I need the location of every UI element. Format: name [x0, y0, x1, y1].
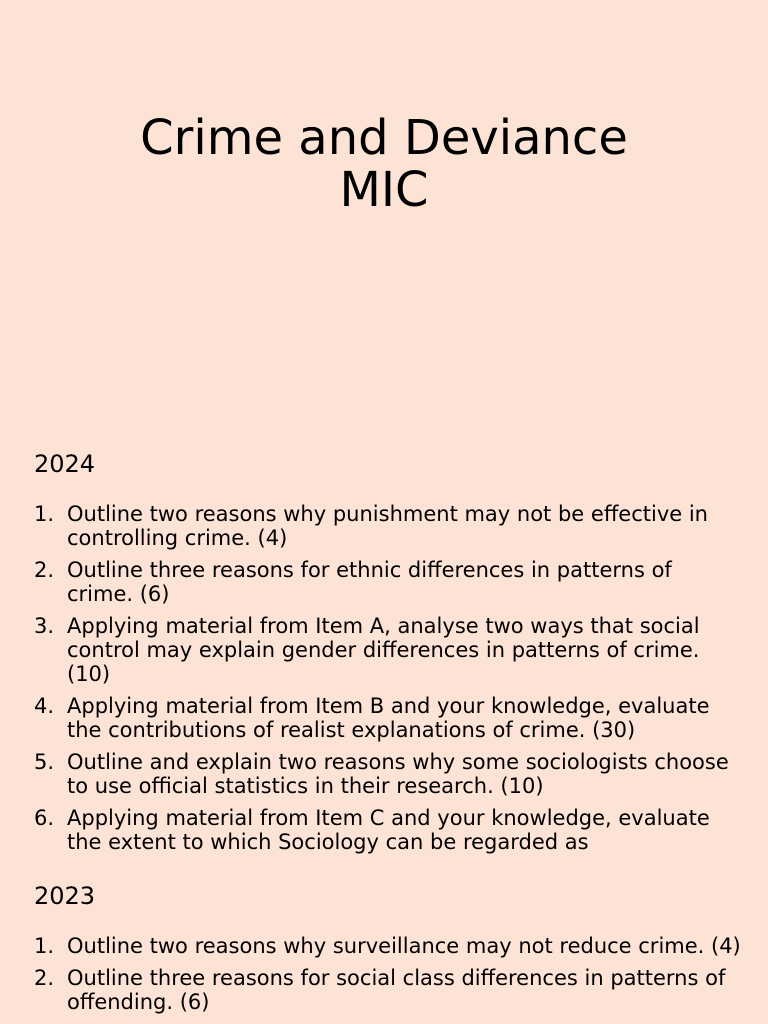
question-item [0, 934, 768, 958]
section-year-heading: 2024 [34, 450, 96, 478]
question-item [0, 558, 768, 606]
question-number: 2. [34, 966, 55, 990]
section-2023 [0, 880, 768, 1024]
title-line-1: Crime and Deviance [140, 110, 628, 166]
question-text: Applying material from Item B and your knowledge, evaluate the contributions of realist explanations of crime. (30) [67, 694, 710, 742]
question-text: Applying material from Item C and your knowledge, evaluate the extent to which Sociology can be regarded as [67, 806, 710, 854]
section-2024 [0, 448, 768, 864]
question-number: 1. [34, 502, 55, 526]
question-number: 4. [34, 694, 55, 718]
question-item [0, 694, 768, 742]
question-list [0, 934, 768, 1014]
question-text: Outline two reasons why surveillance may not reduce crime. (4) [67, 934, 741, 958]
question-text: Outline two reasons why punishment may not be effective in controlling crime. (4) [67, 502, 708, 550]
question-item [0, 502, 768, 550]
question-list [0, 502, 768, 854]
question-text: Outline and explain two reasons why some sociologists choose to use official statistics in their research. (10) [67, 750, 729, 798]
question-item [0, 806, 768, 854]
question-number: 6. [34, 806, 55, 830]
question-text: Outline three reasons for ethnic differences in patterns of crime. (6) [67, 558, 672, 606]
title-line-2: MIC [339, 162, 429, 218]
question-number: 1. [34, 934, 55, 958]
question-item [0, 614, 768, 686]
question-text: Outline three reasons for social class differences in patterns of offending. (6) [67, 966, 726, 1014]
document-title [0, 112, 768, 216]
question-item [0, 966, 768, 1014]
section-year-heading: 2023 [34, 882, 96, 910]
question-number: 3. [34, 614, 55, 638]
question-item [0, 750, 768, 798]
question-number: 2. [34, 558, 55, 582]
question-text: Applying material from Item A, analyse two ways that social control may explain gender differences in patterns of crime. (10) [67, 614, 700, 686]
question-number: 5. [34, 750, 55, 774]
